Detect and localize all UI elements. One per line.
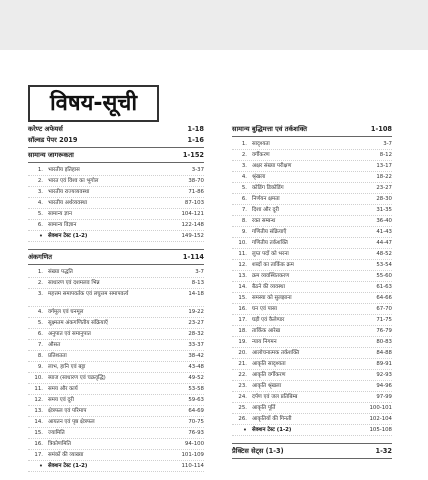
section-solved-paper bbox=[28, 135, 204, 146]
toc-entry bbox=[232, 194, 392, 205]
entry-title: घन एवं पासा bbox=[252, 306, 278, 312]
toc-entry bbox=[28, 307, 204, 318]
toc-entry bbox=[232, 271, 392, 282]
entry-title: ब्याज (साधारण एवं चक्रवृद्धि) bbox=[48, 375, 106, 381]
section-pages: 1-152 bbox=[182, 151, 204, 159]
entry-pages: 87-103 bbox=[184, 200, 204, 206]
toc-entry bbox=[232, 139, 392, 150]
reasoning-list bbox=[232, 139, 392, 436]
entry-pages: 71-86 bbox=[188, 189, 204, 195]
entry-pages: 76-79 bbox=[376, 328, 392, 334]
toc-entry bbox=[232, 304, 392, 315]
entry-number: 8. bbox=[37, 353, 43, 359]
entry-title: लाभ, हानि एवं बट्टा bbox=[48, 364, 86, 370]
entry-title: आकृति सादृश्यता bbox=[252, 361, 286, 367]
entry-title: दिशा और दूरी bbox=[252, 207, 279, 213]
entry-title: त्रिकोणमिति bbox=[48, 441, 71, 447]
entry-title: सामान्य ज्ञान bbox=[48, 211, 72, 217]
entry-pages: 104-121 bbox=[181, 211, 204, 217]
entry-pages: 100-101 bbox=[369, 405, 392, 411]
entry-number: 14. bbox=[238, 284, 247, 290]
entry-title: भारतीय राज्यव्यवस्था bbox=[48, 189, 90, 195]
entry-number: 2. bbox=[241, 152, 247, 158]
entry-title: शब्दों का तार्किक क्रम bbox=[252, 262, 294, 268]
entry-title: समस्या को सुलझाना bbox=[252, 295, 292, 301]
entry-title: भारतीय अर्थव्यवस्था bbox=[48, 200, 88, 206]
entry-title: लुप्त पदों को भरना bbox=[252, 251, 289, 257]
section-pages: 1-18 bbox=[187, 125, 204, 133]
toc-entry bbox=[232, 381, 392, 392]
toc-entry bbox=[28, 187, 204, 198]
entry-pages: 49-52 bbox=[188, 375, 204, 381]
entry-number: 5. bbox=[37, 320, 43, 326]
entry-title: दर्पण एवं जल प्रतिबिम्ब bbox=[252, 394, 298, 400]
entry-pages: 19-22 bbox=[188, 309, 204, 315]
toc-entry bbox=[28, 351, 204, 362]
entry-pages: 61-63 bbox=[376, 284, 392, 290]
entry-pages: 105-108 bbox=[369, 427, 392, 433]
entry-pages: 18-22 bbox=[376, 174, 392, 180]
divider bbox=[232, 458, 392, 459]
entry-number: 24. bbox=[238, 394, 247, 400]
entry-number: 10. bbox=[34, 375, 43, 381]
arithmetic-list bbox=[28, 267, 204, 472]
section-title: अंकगणित bbox=[28, 253, 53, 261]
toc-entry bbox=[232, 161, 392, 172]
entry-number: 9. bbox=[37, 364, 43, 370]
entry-pages: 13-17 bbox=[376, 163, 392, 169]
entry-pages: 3-7 bbox=[383, 141, 392, 147]
section-title: सामान्य बुद्धिमत्ता एवं तर्कशक्ति bbox=[232, 125, 308, 133]
entry-number: 4. bbox=[241, 174, 247, 180]
entry-number: 18. bbox=[238, 328, 247, 334]
toc-entry bbox=[232, 216, 392, 227]
entry-title: भारत एवं विश्व का भूगोल bbox=[48, 178, 99, 184]
toc-entry bbox=[28, 406, 204, 417]
section-pages: 1-114 bbox=[182, 253, 204, 261]
divider bbox=[232, 136, 392, 137]
toc-entry bbox=[28, 340, 204, 351]
toc-entry bbox=[28, 231, 204, 242]
entry-number: 3. bbox=[37, 291, 43, 297]
entry-number: 7. bbox=[241, 207, 247, 213]
entry-pages: 89-91 bbox=[376, 361, 392, 367]
toc-entry bbox=[28, 220, 204, 231]
entry-title: प्रतिशतता bbox=[48, 353, 67, 359]
toc-entry bbox=[28, 289, 204, 307]
entry-number: • bbox=[38, 462, 43, 470]
toc-entry bbox=[28, 318, 204, 329]
entry-pages: 53-58 bbox=[188, 386, 204, 392]
entry-number: 19. bbox=[238, 339, 247, 345]
divider bbox=[232, 443, 392, 444]
entry-pages: 8-12 bbox=[379, 152, 392, 158]
toc-entry bbox=[232, 348, 392, 359]
entry-pages: 23-27 bbox=[188, 320, 204, 326]
entry-title: ज्यामिति bbox=[48, 430, 65, 436]
title-box bbox=[28, 85, 159, 122]
toc-entry bbox=[232, 337, 392, 348]
divider bbox=[28, 162, 204, 163]
entry-pages: 43-48 bbox=[188, 364, 204, 370]
entry-number: 5. bbox=[37, 211, 43, 217]
toc-entry bbox=[232, 249, 392, 260]
right-column bbox=[232, 124, 392, 461]
section-title: करेण्ट अफेयर्स bbox=[28, 125, 63, 133]
entry-pages: 28-30 bbox=[376, 196, 392, 202]
entry-title: वर्गीकरण bbox=[252, 152, 270, 158]
entry-title: आलोचनात्मक तर्कशक्ति bbox=[252, 350, 300, 356]
entry-number: 16. bbox=[238, 306, 247, 312]
entry-pages: 38-70 bbox=[188, 178, 204, 184]
entry-title: वर्गमूल एवं घनमूल bbox=[48, 309, 84, 315]
entry-number: • bbox=[242, 426, 247, 434]
entry-number: 1. bbox=[241, 141, 247, 147]
entry-pages: 44-47 bbox=[376, 240, 392, 246]
entry-title: कोडिंग डिकोडिंग bbox=[252, 185, 284, 191]
divider bbox=[28, 147, 204, 148]
toc-entry bbox=[28, 450, 204, 461]
entry-pages: 23-27 bbox=[376, 185, 392, 191]
entry-pages: 97-99 bbox=[376, 394, 392, 400]
entry-title: आकृति पूर्ति bbox=[252, 405, 276, 411]
section-title: सामान्य जागरूकता bbox=[28, 151, 74, 159]
entry-number: 4. bbox=[37, 200, 43, 206]
entry-title: साधारण एवं दशमलव भिन्न bbox=[48, 280, 100, 286]
entry-number: 16. bbox=[34, 441, 43, 447]
entry-number: 6. bbox=[37, 222, 43, 228]
entry-pages: 31-35 bbox=[376, 207, 392, 213]
entry-pages: 94-96 bbox=[376, 383, 392, 389]
entry-title: सेक्शन टेस्ट (1-2) bbox=[48, 463, 88, 469]
entry-title: श्रृंखला bbox=[252, 174, 266, 180]
toc-entry bbox=[28, 278, 204, 289]
entry-pages: 71-75 bbox=[376, 317, 392, 323]
toc-entry bbox=[232, 172, 392, 183]
entry-pages: 110-114 bbox=[181, 463, 204, 469]
entry-pages: 36-40 bbox=[376, 218, 392, 224]
entry-number: 1. bbox=[37, 167, 43, 173]
entry-pages: 92-93 bbox=[376, 372, 392, 378]
entry-title: आकृतियों की गिनती bbox=[252, 416, 292, 422]
entry-pages: 64-66 bbox=[376, 295, 392, 301]
entry-number: 10. bbox=[238, 240, 247, 246]
entry-number: 17. bbox=[238, 317, 247, 323]
toc-entry bbox=[28, 176, 204, 187]
entry-pages: 8-13 bbox=[191, 280, 204, 286]
entry-title: घड़ी एवं कैलेण्डर bbox=[252, 317, 285, 323]
entry-number: 6. bbox=[37, 331, 43, 337]
entry-title: क्रम व्यवस्थितकरण bbox=[252, 273, 290, 279]
entry-number: 6. bbox=[241, 196, 247, 202]
entry-pages: 102-104 bbox=[369, 416, 392, 422]
entry-pages: 55-60 bbox=[376, 273, 392, 279]
entry-number: 11. bbox=[238, 251, 247, 257]
page-title: विषय-सूची bbox=[49, 91, 138, 116]
section-pages: 1-16 bbox=[187, 136, 204, 144]
entry-number: 11. bbox=[34, 386, 43, 392]
toc-entry bbox=[28, 198, 204, 209]
toc-entry bbox=[28, 267, 204, 278]
entry-title: भारतीय इतिहास bbox=[48, 167, 80, 173]
entry-number: 8. bbox=[241, 218, 247, 224]
entry-pages: 48-52 bbox=[376, 251, 392, 257]
entry-pages: 70-75 bbox=[188, 419, 204, 425]
entry-title: न्याय निगमन bbox=[252, 339, 277, 345]
toc-entry bbox=[28, 395, 204, 406]
entry-title: तार्किक आरेख bbox=[252, 328, 280, 334]
entry-title: निर्णयन क्षमता bbox=[252, 196, 280, 202]
toc-entry bbox=[28, 428, 204, 439]
toc-entry bbox=[232, 326, 392, 337]
entry-title: समंकों की व्याख्या bbox=[48, 452, 84, 458]
entry-title: आयतन एवं पृष्ठ क्षेत्रफल bbox=[48, 419, 95, 425]
section-title: प्रैक्टिस सेट्स (1-3) bbox=[232, 447, 284, 455]
section-general-awareness bbox=[28, 150, 204, 161]
entry-pages: 33-37 bbox=[188, 342, 204, 348]
toc-entry bbox=[28, 209, 204, 220]
toc-entry bbox=[232, 282, 392, 293]
entry-title: सेक्शन टेस्ट (1-2) bbox=[48, 233, 88, 239]
toc-entry bbox=[232, 227, 392, 238]
toc-entry bbox=[28, 384, 204, 395]
section-current-affairs bbox=[28, 124, 204, 135]
entry-number: 13. bbox=[238, 273, 247, 279]
entry-title: सेक्शन टेस्ट (1-2) bbox=[252, 427, 292, 433]
toc-entry bbox=[232, 260, 392, 271]
entry-title: संख्या पद्धति bbox=[48, 269, 73, 275]
entry-title: आकृति श्रृंखला bbox=[252, 383, 282, 389]
toc-entry bbox=[232, 315, 392, 326]
section-pages: 1-108 bbox=[370, 125, 392, 133]
entry-number: 23. bbox=[238, 383, 247, 389]
entry-title: औसत bbox=[48, 342, 61, 348]
entry-pages: 28-32 bbox=[188, 331, 204, 337]
section-title: सॉल्वड पेपर 2019 bbox=[28, 136, 78, 144]
toc-entry bbox=[232, 150, 392, 161]
entry-number: 15. bbox=[34, 430, 43, 436]
entry-number: 1. bbox=[37, 269, 43, 275]
entry-pages: 76-93 bbox=[188, 430, 204, 436]
entry-number: 2. bbox=[37, 280, 43, 286]
toc-entry bbox=[232, 392, 392, 403]
divider bbox=[28, 264, 204, 265]
toc-entry bbox=[232, 183, 392, 194]
toc-entry bbox=[232, 293, 392, 304]
entry-pages: 53-54 bbox=[376, 262, 392, 268]
toc-entry bbox=[28, 329, 204, 340]
entry-pages: 80-83 bbox=[376, 339, 392, 345]
entry-title: सादृश्यता bbox=[252, 141, 270, 147]
entry-pages: 3-37 bbox=[191, 167, 204, 173]
entry-number: 4. bbox=[37, 309, 43, 315]
entry-title: आकृति वर्गीकरण bbox=[252, 372, 286, 378]
entry-title: गणितीय तर्कशक्ति bbox=[252, 240, 288, 246]
entry-title: सूक्ष्मतम अंकगणितीय संक्रियाएँ bbox=[48, 320, 108, 326]
toc-entry bbox=[28, 439, 204, 450]
entry-number: • bbox=[38, 232, 43, 240]
entry-number: 7. bbox=[37, 342, 43, 348]
entry-pages: 84-88 bbox=[376, 350, 392, 356]
entry-number: 13. bbox=[34, 408, 43, 414]
entry-pages: 14-18 bbox=[188, 291, 204, 297]
divider bbox=[28, 249, 204, 250]
entry-title: महत्तम समापवर्तक एवं लघुत्तम समापवर्त्य bbox=[48, 291, 129, 297]
entry-pages: 38-42 bbox=[188, 353, 204, 359]
entry-pages: 122-148 bbox=[181, 222, 204, 228]
entry-number: 25. bbox=[238, 405, 247, 411]
toc-entry bbox=[28, 165, 204, 176]
entry-number: 14. bbox=[34, 419, 43, 425]
entry-number: 3. bbox=[241, 163, 247, 169]
entry-number: 12. bbox=[34, 397, 43, 403]
toc-entry bbox=[232, 414, 392, 425]
entry-title: क्षेत्रफल एवं परिमाप bbox=[48, 408, 87, 414]
entry-title: सामान्य विज्ञान bbox=[48, 222, 77, 228]
entry-number: 2. bbox=[37, 178, 43, 184]
entry-title: समय एवं दूरी bbox=[48, 397, 74, 403]
toc-entry bbox=[232, 403, 392, 414]
entry-title: बैठने की व्यवस्था bbox=[252, 284, 285, 290]
toc-entry bbox=[232, 425, 392, 436]
entry-number: 17. bbox=[34, 452, 43, 458]
section-practice-sets bbox=[232, 446, 392, 457]
entry-pages: 41-43 bbox=[376, 229, 392, 235]
page-top-band bbox=[0, 0, 428, 50]
entry-number: 5. bbox=[241, 185, 247, 191]
entry-pages: 94-100 bbox=[184, 441, 204, 447]
entry-pages: 149-152 bbox=[181, 233, 204, 239]
entry-number: 22. bbox=[238, 372, 247, 378]
section-arithmetic bbox=[28, 252, 204, 263]
section-reasoning bbox=[232, 124, 392, 135]
general-awareness-list bbox=[28, 165, 204, 242]
entry-number: 9. bbox=[241, 229, 247, 235]
entry-pages: 101-109 bbox=[181, 452, 204, 458]
entry-pages: 59-63 bbox=[188, 397, 204, 403]
entry-pages: 67-70 bbox=[376, 306, 392, 312]
toc-entry bbox=[232, 238, 392, 249]
entry-number: 21. bbox=[238, 361, 247, 367]
toc-entry bbox=[28, 362, 204, 373]
section-pages: 1-32 bbox=[375, 447, 392, 455]
entry-number: 3. bbox=[37, 189, 43, 195]
entry-title: गणितीय संक्रियाएँ bbox=[252, 229, 287, 235]
entry-number: 26. bbox=[238, 416, 247, 422]
entry-title: रक्त सम्बन्ध bbox=[252, 218, 276, 224]
toc-entry bbox=[28, 461, 204, 472]
toc-entry bbox=[232, 205, 392, 216]
toc-entry bbox=[232, 370, 392, 381]
left-column bbox=[28, 124, 204, 472]
entry-pages: 64-69 bbox=[188, 408, 204, 414]
entry-title: अनुपात एवं समानुपात bbox=[48, 331, 91, 337]
entry-title: अक्षर संख्या परीक्षण bbox=[252, 163, 292, 169]
entry-number: 20. bbox=[238, 350, 247, 356]
toc-entry bbox=[232, 359, 392, 370]
entry-number: 12. bbox=[238, 262, 247, 268]
entry-title: समय और कार्य bbox=[48, 386, 78, 392]
toc-entry bbox=[28, 417, 204, 428]
entry-number: 15. bbox=[238, 295, 247, 301]
entry-pages: 3-7 bbox=[195, 269, 204, 275]
toc-entry bbox=[28, 373, 204, 384]
